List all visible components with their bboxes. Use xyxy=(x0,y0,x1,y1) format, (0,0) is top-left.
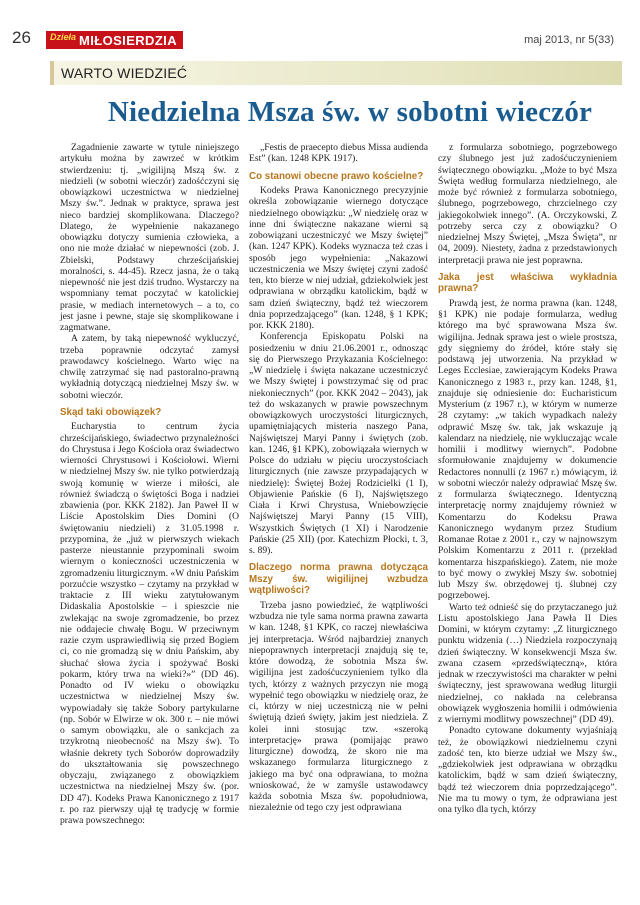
paragraph: Prawdą jest, że norma prawna (kan. 1248, §1 KPK) nie podaje formularza, według którego ma być sprawowana Msza św. wigilijna. Jednak sprawa jest o wiele prostsza, gdy sięgniemy do źródeł, które stały się podstawą jej utworzenia. Na przykład w Leges Ecclesiae, zawierającym Kodeks Prawa Kanonicznego z 1983 r., przy kan. 1248, §1, znajduje się odniesienie do: Eucharisticum Mysterium (z 1967 r.), w którym w numerze 28 czytamy: „w takich wypadkach należy odprawić Mszę św. tak, jak wskazuje ją kalendarz na niedzielę, nie wykluczając wcale homilii i modlitwy wiernych”. Podobne sformułowanie znajdujemy w dokumencie Redactores nonnulli (z 1967 r.) mówiącym, iż w sobotni wieczór należy odprawiać Mszę św. z formularza świątecznego. Identyczną interpretację normy znajdujemy również w Komentarzu do Kodeksu Prawa Kanonicznego wydanym przez Studium Romanae Rotae z 2001 r., czy w najnowszym Polskim Komentarzu z 2011 r. (przekład komentarza hiszpańskiego). Zatem, nie może to być mowy o zwykłej Mszy św. sobotniej lub Mszy św. obrzędowej tj. ślubnej czy pogrzebowej. xyxy=(438,297,617,602)
section-heading: Skąd taki obowiązek? xyxy=(60,406,162,418)
paragraph: Ponadto cytowane dokumenty wyjaśniają też, że obowiązkowi niedzielnemu czyni zadość ten, kto bierze udział we Mszy św., „gdziekolwiek jest odprawiana w obrządku katolickim, bądź w sam dzień świąteczny, bądź też wieczorem dnia poprzedzającego”. Nie ma tu mowy o tym, że odprawiana jest ona tylko dla tych, którzy xyxy=(438,725,617,815)
article-title: Niedzielna Msza św. w sobotni wieczór xyxy=(107,96,593,128)
column-1 xyxy=(60,142,239,894)
paragraph: Trzeba jasno powiedzieć, że wątpliwości wzbudza nie tyle sama norma prawna zawarta w kan. 1248, §1 KPK, co raczej niewłaściwa jej interpretacja. Wśród najbardziej znanych niepoprawnych interpretacji znajdują się te, które dowodzą, że sobotnia Msza św. wigilijna jest zadośćuczynieniem tylko dla tych, którzy z ważnych przyczyn nie mogą wypełnić tego obowiązku w niedzielę oraz, że ci, którzy w niej uczestniczą nie w pełni świętują dzień święty, jakim jest niedziela. Z kolei inni stosując tzw. «szeroką interpretację» prawa (pomijając prawo liturgiczne) dowodzą, że skoro nie ma wskazanego formularza liturgicznego z jakiego ma być ona odprawiana, to można wnioskować, że w zamyśle ustawodawcy każda sobotnia Msza św. popołudniowa, niezależnie od tego czy jest odprawiana xyxy=(249,599,428,814)
magazine-masthead xyxy=(46,31,183,49)
masthead-title: MIŁOSIERDZIA xyxy=(79,32,177,48)
paragraph: „Festis de praecepto diebus Missa audienda Est” (kan. 1248 KPK 1917). xyxy=(249,142,428,165)
section-label: WARTO WIEDZIEĆ xyxy=(61,65,188,81)
issue-info: maj 2013, nr 5(33) xyxy=(524,34,614,46)
article-body xyxy=(60,142,618,894)
masthead-prefix: Dzieła xyxy=(50,32,77,42)
section-heading: Dlaczego norma prawna dotycząca Mszy św. wigilijnej wzbudza wątpliwości? xyxy=(249,562,428,597)
section-banner xyxy=(50,61,622,85)
paragraph: A zatem, by taką niepewność wykluczyć, trzeba poprawnie odczytać zamysł prawodawcy kościelnego. Warto więc na chwilę zatrzymać się nad pastoralno-prawną wykładnią dotyczącą niedzielnej Mszy św. w sobotni wieczór. xyxy=(60,333,239,401)
page-number: 26 xyxy=(12,28,31,47)
paragraph: Zagadnienie zawarte w tytule niniejszego artykułu można by zawrzeć w krótkim stwierdzeniu: tj. „wigilijną Mszą św. z niedzieli (w sobotni wieczór) zadośćczyni się obowiązkowi uczestnictwa w niedzielnej Mszy św.”. Jednak w praktyce, sprawa jest nieco bardziej skomplikowana. Dlaczego? Dlatego, że wypełnienie nakazanego obowiązku dotyczy sumienia człowieka, a ono nie może działać w niepewności (zob. J. Zbielski, Podstawy chrześcijańskiej moralności, s. 44-45). Rzecz jasna, że o taką niepewność nie jest dziś trudno. Wystarczy na wspomniany temat poczytać w katolickiej prasie, w mediach internetowych – a to, co jest jasne i pewne, staje się skomplikowane i zagmatwane. xyxy=(60,142,239,333)
paragraph: z formularza sobotniego, pogrzebowego czy ślubnego jest już zadośćuczynieniem świątecznego obowiązku. „Może to być Msza Święta według formularza niedzielnego, ale może być również z formularza sobotniego, ślubnego, pogrzebowego, chrzcielnego czy jakiegokolwiek innego”. (A. Orczykowski, Z potrzeby serca czy z obowiązku? O niedzielnej Mszy Świętej, „Msza Święta”, nr 04, 2009). Niestety, żadna z przedstawionych interpretacji prawa nie jest poprawna. xyxy=(438,142,617,266)
paragraph: Warto też odnieść się do przytaczanego już Listu apostolskiego Jana Pawła II Dies Domini, w którym czytamy: „Z liturgicznego punktu widzenia (…) Niedziela rozpoczynają dzień świąteczny. W konsekwencji Msza św. zwana czasem «przedświąteczną», która jednak w rzeczywistości ma charakter w pełni świąteczny, jest sprawowana według liturgii niedzielnej, co nakłada na celebransa obowiązek wygłoszenia homilii i odmówienia z wiernymi modlitwy powszechnej” (DD 49). xyxy=(438,601,617,725)
section-heading: Co stanowi obecne prawo kościelne? xyxy=(249,170,424,182)
section-heading: Jaka jest właściwa wykładnia prawna? xyxy=(438,271,617,295)
paragraph: Kodeks Prawa Kanonicznego precyzyjnie określa zobowiązanie wiernego dotyczące niedzielnego obowiązku: „W niedzielę oraz w inne dni świąteczne nakazane wierni są zobowiązani uczestniczyć we Mszy świętej” (kan. 1247 KPK). Kodeks wyznacza też czas i sposób jego wypełnienia: „Nakazowi uczestniczenia we Mszy świętej czyni zadość ten, kto bierze w niej udział, gdziekolwiek jest odprawiana w obrządku katolickim, bądź w sam dzień świąteczny, bądź też wieczorem dnia poprzedzającego” (kan. 1248, § 1 KPK; por. KKK 2180). xyxy=(249,185,428,331)
column-2 xyxy=(249,142,428,894)
column-3 xyxy=(438,142,617,894)
paragraph: Konferencja Episkopatu Polski na posiedzeniu w dniu 21.06.2001 r., odnosząc się do Pierwszego Przykazania Kościelnego: „W niedzielę i święta nakazane uczestniczyć we Mszy świętej i powstrzymać się od prac niekoniecznych” (por. KKK 2042 – 2043), jak też do wskazanych w prawie powszechnym obowiązkowych uroczystości liturgicznych, upamiętniających misteria naszego Pana, Najświętszej Maryi Panny i świętych (zob. kan. 1246, §1 KPK), zobowiązała wiernych w Polsce do udziału w pięciu uroczystościach liturgicznych (nie zawsze przypadających w niedzielę): Świętej Bożej Rodzicielki (1 I), Objawienie Pańskie (6 I), Najświętszego Ciała i Krwi Chrystusa, Wniebowzięcie Najświętszej Maryi Panny (15 VIII), Wszystkich Świętych (1 XI) i Narodzenie Pańskie (25 XII) (por. Katechizm Płocki, t. 3, s. 89). xyxy=(249,331,428,556)
paragraph: Eucharystia to centrum życia chrześcijańskiego, świadectwo przynależności do Chrystusa i Jego Kościoła oraz świadectwo wierności Chrystusowi i Kościołowi. Wierni w niedzielnej Mszy św. nie tylko potwierdzają swoją komunię w wierze i miłości, ale również świadczą o świętości Boga i nadziei zbawienia (por. KKK 2182). Jan Paweł II w Liście Apostolskim Dies Domini (O świętowaniu niedzieli) z 31.05.1998 r. przypomina, że „już w pierwszych wiekach pasterze nieustannie przypominali swoim wiernym o konieczności uczestniczenia w zgromadzeniu liturgicznym. «W dniu Pańskim porzućcie wszystko – czytamy na przykład w traktacie z III wieku zatytułowanym Didaskalia Apostolskie – i spieszcie nie zwlekając na swoje zgromadzenie, bo przez nie oddajecie chwałę Bogu. W przeciwnym razie czym usprawiedliwią się przed Bogiem ci, co nie gromadzą się w dniu Pańskim, aby słuchać słowa życia i spożywać Boski pokarm, który trwa na wieki?»” (DD 46). Ponadto od IV wieku o obowiązku uczestnictwa w niedzielnej Mszy św. wypowiadały się także Sobory partykularne (np. Sobór w Elwirze w ok. 300 r. – nie mówi o samym obowiązku, ale o sankcjach za trzykrotną nieobecność na Mszy św). To właśnie dekrety tych Soborów doprowadziły do ukształtowania się powszechnego obyczaju, związanego z obowiązkiem uczestnictwa na niedzielnej Mszy św. (por. DD 47). Kodeks Prawa Kanonicznego z 1917 r. po raz pierwszy ujął tę tradycję w formie prawa powszechnego: xyxy=(60,421,239,826)
